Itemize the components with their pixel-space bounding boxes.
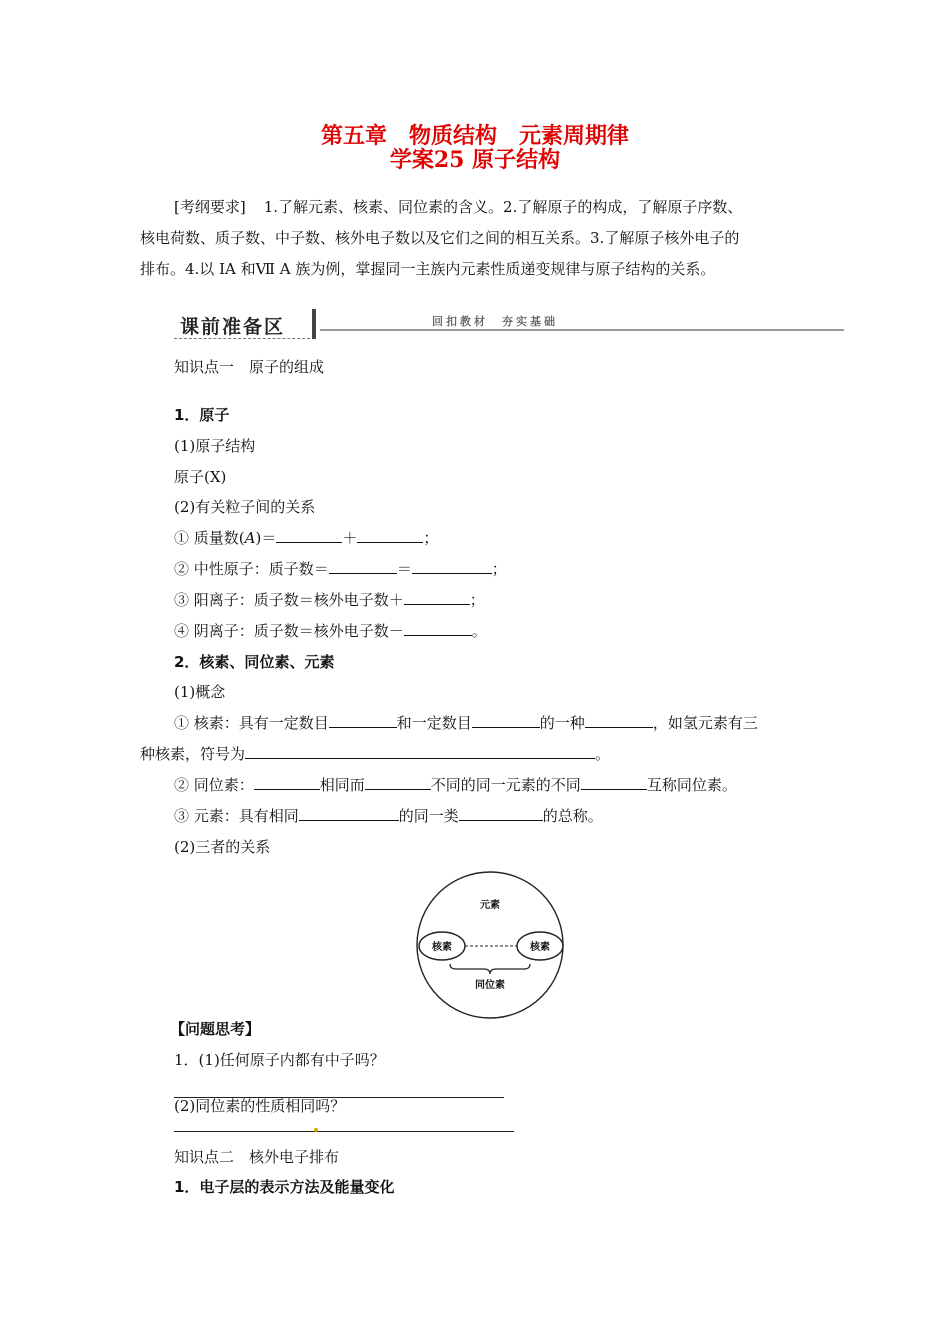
concept-3-end: 的总称。: [542, 807, 603, 825]
cursor-dot: [314, 1128, 318, 1132]
requirements-line-1: [174, 191, 742, 223]
banner-rule: [320, 329, 844, 331]
banner-divider: [312, 309, 316, 339]
relation-1-end: ；: [423, 529, 439, 547]
element-relation-diagram: [412, 870, 568, 1020]
concept-1-text-4: ，如氢元素有三: [652, 714, 758, 732]
blank[interactable]: [404, 621, 472, 636]
blank[interactable]: [357, 528, 423, 543]
blank[interactable]: [254, 775, 320, 790]
blank[interactable]: [585, 713, 653, 728]
banner-title: 课前准备区: [180, 316, 286, 338]
concept-1-text: ① 核素：具有一定数目: [174, 714, 329, 732]
blank[interactable]: [245, 744, 595, 759]
concept-1-text-3: 的一种: [539, 714, 585, 732]
blank[interactable]: [299, 806, 399, 821]
question-1: 1．(1)任何原子内都有中子吗？: [174, 1051, 385, 1069]
relation-3-text: ③ 阳离子：质子数＝核外电子数＋: [174, 591, 404, 609]
isotope-brace: [450, 964, 530, 974]
isotope-label: 同位素: [475, 980, 505, 991]
particle-relations: (2)有关粒子间的关系: [174, 498, 316, 516]
section-banner: [174, 309, 844, 339]
relation-1-symbol: A: [244, 529, 256, 547]
concept-2-end: 互称同位素。: [646, 776, 737, 794]
concept-1-text-2: 和一定数目: [396, 714, 472, 732]
relation-4-text: ④ 阴离子：质子数＝核外电子数－: [174, 622, 404, 640]
blank[interactable]: [581, 775, 647, 790]
relation-3: [174, 589, 834, 610]
relation-4-end: 。: [471, 622, 487, 640]
banner-underline: [174, 338, 310, 339]
chapter-title: 第五章 物质结构 元素周期律: [320, 123, 629, 149]
question-heading: 【问题思考】: [170, 1020, 261, 1038]
concept-heading: (1)概念: [174, 683, 226, 701]
relation-1-text: ① 质量数(: [174, 529, 245, 547]
requirements-text-1: 1.了解元素、核素、同位素的含义。2.了解原子的构成，了解原子序数、: [263, 198, 743, 216]
blank[interactable]: [404, 590, 470, 605]
item-electron-shell: 1．电子层的表示方法及能量变化: [174, 1178, 395, 1196]
section1-heading: 知识点一 原子的组成: [174, 358, 325, 376]
relation-2-eq: ＝: [396, 560, 412, 578]
relation-1: [174, 527, 834, 548]
banner-subtitle: 回扣教材 夯实基础: [432, 315, 558, 328]
requirements-label: [考纲要求]: [174, 198, 246, 216]
relation-1-eq: )＝: [255, 529, 277, 547]
concept-2-text-3: 不同的同一元素的不同: [430, 776, 581, 794]
element-label: 元素: [480, 900, 500, 911]
concept-1-text-5: 种核素，符号为: [140, 745, 246, 763]
concept-2-text-2: 相同而: [319, 776, 365, 794]
relation-2: [174, 558, 834, 579]
blank[interactable]: [412, 559, 492, 574]
requirements-line-3: 排布。4.以 IA 和Ⅶ A 族为例，掌握同一主族内元素性质递变规律与原子结构的关系。: [140, 260, 716, 278]
nuclide-left-label: 核素: [432, 942, 452, 953]
relation-3-end: ；: [469, 591, 485, 609]
concept-1-cont: [140, 743, 800, 764]
requirements-line-2: 核电荷数、质子数、中子数、核外电子数以及它们之间的相互关系。3.了解原子核外电子的: [140, 229, 740, 247]
item-nuclide: 2．核素、同位素、元素: [174, 653, 335, 671]
concept-3-text-2: 的同一类: [398, 807, 459, 825]
relation-2-text: ② 中性原子：质子数＝: [174, 560, 329, 578]
atom-symbol: 原子(X): [174, 468, 227, 486]
blank[interactable]: [329, 713, 397, 728]
relation-1-plus: ＋: [342, 529, 358, 547]
blank[interactable]: [276, 528, 342, 543]
nuclide-right-label: 核素: [530, 942, 550, 953]
blank[interactable]: [329, 559, 397, 574]
section2-heading: 知识点二 核外电子排布: [174, 1148, 340, 1166]
item-atom: 1．原子: [174, 406, 230, 424]
answer-line-2[interactable]: [174, 1131, 514, 1132]
blank[interactable]: [472, 713, 540, 728]
concept-2-text: ② 同位素：: [174, 776, 254, 794]
question-2: (2)同位素的性质相同吗？: [174, 1097, 346, 1115]
concept-1-end: 。: [595, 745, 611, 763]
concept-1: [174, 712, 834, 733]
blank[interactable]: [365, 775, 431, 790]
concept-2: [174, 774, 834, 795]
relation-heading: (2)三者的关系: [174, 838, 271, 856]
relation-2-end: ；: [491, 560, 507, 578]
concept-3: [174, 805, 834, 826]
lesson-title: 学案25 原子结构: [389, 147, 561, 173]
relation-4: [174, 620, 834, 641]
blank[interactable]: [459, 806, 543, 821]
concept-3-text: ③ 元素：具有相同: [174, 807, 299, 825]
atom-structure: (1)原子结构: [174, 437, 256, 455]
